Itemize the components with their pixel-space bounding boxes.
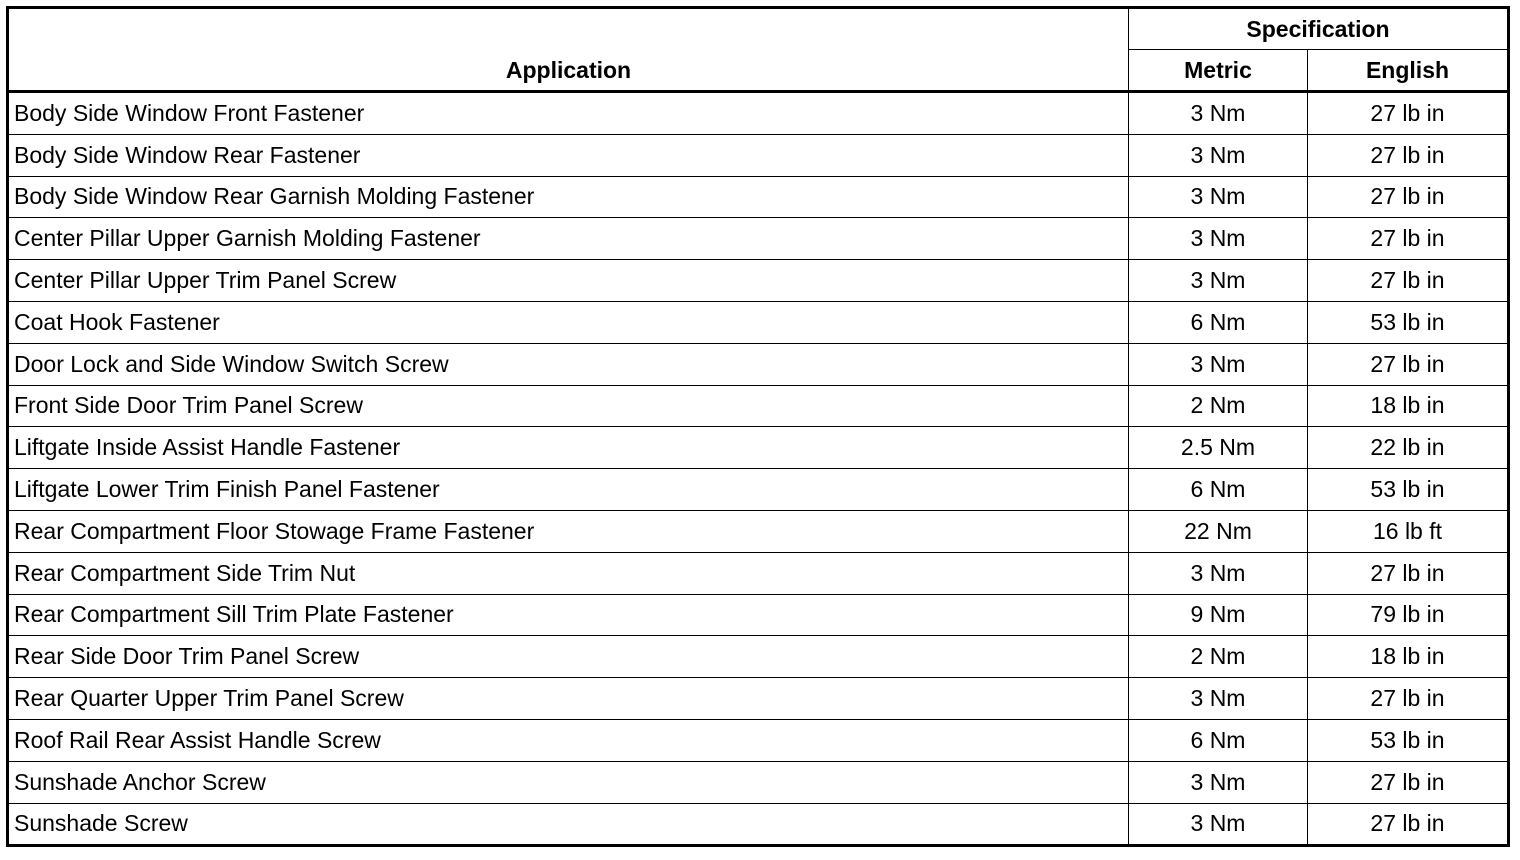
english-column-header: English (1308, 50, 1509, 92)
metric-cell: 3 Nm (1129, 552, 1308, 594)
application-cell: Roof Rail Rear Assist Handle Screw (8, 719, 1129, 761)
metric-cell: 6 Nm (1129, 301, 1308, 343)
application-cell: Body Side Window Rear Fastener (8, 134, 1129, 176)
application-cell: Rear Compartment Side Trim Nut (8, 552, 1129, 594)
table-row (8, 343, 1509, 385)
application-cell: Body Side Window Front Fastener (8, 92, 1129, 135)
english-cell: 16 lb ft (1308, 510, 1509, 552)
metric-cell: 2 Nm (1129, 636, 1308, 678)
table-row (8, 260, 1509, 302)
table-row (8, 719, 1509, 761)
application-cell: Rear Compartment Floor Stowage Frame Fastener (8, 510, 1129, 552)
table-row (8, 552, 1509, 594)
table-row (8, 803, 1509, 846)
english-cell: 27 lb in (1308, 343, 1509, 385)
metric-cell: 3 Nm (1129, 761, 1308, 803)
application-cell: Liftgate Inside Assist Handle Fastener (8, 427, 1129, 469)
table-row (8, 427, 1509, 469)
header-row-top (8, 8, 1509, 50)
table-row (8, 301, 1509, 343)
application-cell: Liftgate Lower Trim Finish Panel Fastener (8, 469, 1129, 511)
table-row (8, 678, 1509, 720)
metric-cell: 3 Nm (1129, 176, 1308, 218)
english-cell: 27 lb in (1308, 218, 1509, 260)
english-cell: 18 lb in (1308, 385, 1509, 427)
table-row (8, 176, 1509, 218)
metric-cell: 22 Nm (1129, 510, 1308, 552)
application-cell: Rear Side Door Trim Panel Screw (8, 636, 1129, 678)
metric-cell: 2.5 Nm (1129, 427, 1308, 469)
english-cell: 27 lb in (1308, 678, 1509, 720)
specification-group-header: Specification (1129, 8, 1509, 50)
table-header (8, 8, 1509, 92)
application-cell: Front Side Door Trim Panel Screw (8, 385, 1129, 427)
metric-cell: 3 Nm (1129, 218, 1308, 260)
application-cell: Body Side Window Rear Garnish Molding Fastener (8, 176, 1129, 218)
english-cell: 27 lb in (1308, 134, 1509, 176)
metric-cell: 9 Nm (1129, 594, 1308, 636)
english-cell: 53 lb in (1308, 469, 1509, 511)
english-cell: 27 lb in (1308, 761, 1509, 803)
metric-cell: 6 Nm (1129, 469, 1308, 511)
table-row (8, 385, 1509, 427)
table-row (8, 636, 1509, 678)
english-cell: 27 lb in (1308, 92, 1509, 135)
table-row (8, 761, 1509, 803)
english-cell: 53 lb in (1308, 301, 1509, 343)
table-row (8, 218, 1509, 260)
table-row (8, 92, 1509, 135)
application-cell: Rear Quarter Upper Trim Panel Screw (8, 678, 1129, 720)
english-cell: 27 lb in (1308, 552, 1509, 594)
english-cell: 22 lb in (1308, 427, 1509, 469)
application-cell: Door Lock and Side Window Switch Screw (8, 343, 1129, 385)
table-row (8, 594, 1509, 636)
table-body (8, 92, 1509, 846)
english-cell: 53 lb in (1308, 719, 1509, 761)
metric-cell: 3 Nm (1129, 678, 1308, 720)
english-cell: 27 lb in (1308, 260, 1509, 302)
english-cell: 27 lb in (1308, 176, 1509, 218)
fastener-specification-table (6, 6, 1510, 847)
metric-column-header: Metric (1129, 50, 1308, 92)
metric-cell: 3 Nm (1129, 260, 1308, 302)
metric-cell: 3 Nm (1129, 134, 1308, 176)
table-row (8, 510, 1509, 552)
table-row (8, 469, 1509, 511)
application-cell: Sunshade Screw (8, 803, 1129, 846)
table-row (8, 134, 1509, 176)
metric-cell: 3 Nm (1129, 343, 1308, 385)
metric-cell: 3 Nm (1129, 92, 1308, 135)
metric-cell: 2 Nm (1129, 385, 1308, 427)
application-cell: Center Pillar Upper Garnish Molding Fastener (8, 218, 1129, 260)
application-cell: Rear Compartment Sill Trim Plate Fastener (8, 594, 1129, 636)
metric-cell: 3 Nm (1129, 803, 1308, 846)
english-cell: 27 lb in (1308, 803, 1509, 846)
application-cell: Coat Hook Fastener (8, 301, 1129, 343)
english-cell: 79 lb in (1308, 594, 1509, 636)
application-cell: Sunshade Anchor Screw (8, 761, 1129, 803)
metric-cell: 6 Nm (1129, 719, 1308, 761)
english-cell: 18 lb in (1308, 636, 1509, 678)
application-cell: Center Pillar Upper Trim Panel Screw (8, 260, 1129, 302)
application-column-header: Application (8, 8, 1129, 92)
